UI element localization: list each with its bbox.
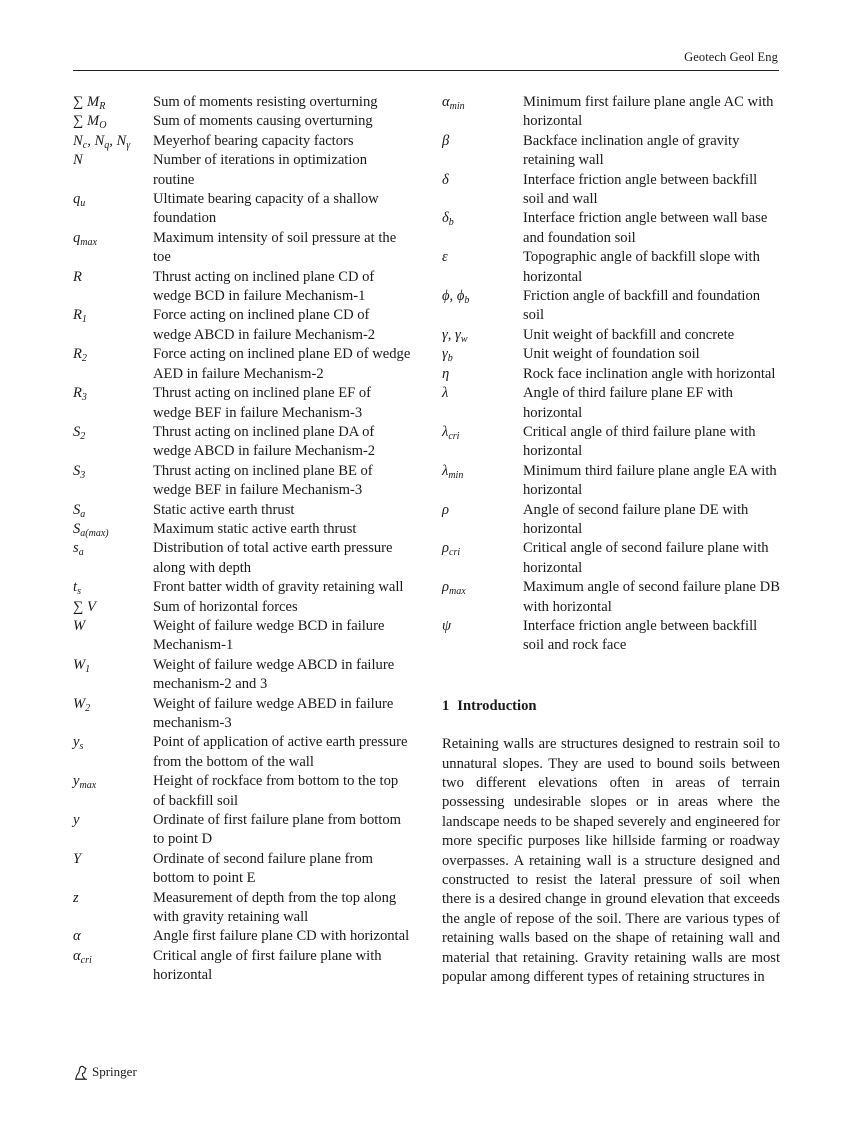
nomenclature-right: [442, 93, 780, 656]
symbol: R: [73, 268, 82, 285]
symbol-definition: Maximum intensity of soil pressure at the toe: [153, 229, 397, 266]
symbol: $R_3$: [73, 385, 87, 404]
nomenclature-row: [73, 229, 411, 268]
symbol-definition: Topographic angle of backfill slope with horizontal: [523, 249, 760, 285]
symbol-definition: Ultimate bearing capacity of a shallow foundation: [153, 191, 379, 227]
nomenclature-row: [73, 423, 411, 462]
symbol-definition: Thrust acting on inclined plane DA of wedge ABCD in failure Mechanism-2: [153, 423, 376, 460]
nomenclature-row: [442, 326, 780, 345]
symbol: $t_s$: [73, 579, 81, 598]
symbol: $\lambda_{cri}$: [442, 423, 460, 442]
symbol: Y: [73, 850, 82, 867]
nomenclature-row: [73, 733, 411, 772]
nomenclature-row: [73, 772, 411, 811]
symbol-definition: Angle first failure plane CD with horizontal: [153, 928, 410, 945]
symbol-definition: Front batter width of gravity retaining wall: [153, 579, 404, 596]
symbol-definition: Point of application of active earth pressure from the bottom of the wall: [153, 734, 408, 770]
symbol: $\lambda_{min}$: [442, 462, 464, 481]
intro-paragraph: Retaining walls are structures designed to restrain soil to unnatural slopes. They are used to bound soils between two different elevations often in areas of terrain possessing undesirable slopes or in areas where the landscape needs to be shaped severely and engineered for more specific purposes like hillside farming or roadway overpasses. A retaining wall is a structure designed and constructed to resist the lateral pressure of soil when there is a desired change in ground elevation that exceeds the angle of repose of the soil. There are various types of retaining walls based on the shape of retaining wall and material that retaining. Gravity retaining walls are most popular among different types of retaining structures in: [442, 736, 780, 986]
symbol-definition: Maximum angle of second failure plane DB with horizontal: [523, 579, 780, 615]
symbol: $W_1$: [73, 656, 91, 675]
symbol: $R_1$: [73, 307, 87, 326]
nomenclature-row: [442, 423, 780, 462]
symbol-definition: Angle of third failure plane EF with horizontal: [523, 385, 733, 421]
nomenclature-row: [73, 947, 411, 986]
nomenclature-row: [73, 927, 411, 946]
symbol: $S_2$: [73, 423, 86, 442]
nomenclature-row: [73, 578, 411, 597]
symbol-list-left: [73, 93, 411, 986]
publisher-name: Springer: [92, 1064, 137, 1079]
springer-horse-icon: [73, 1065, 89, 1080]
nomenclature-row: [442, 384, 780, 423]
symbol-definition: Backface inclination angle of gravity retaining wall: [523, 132, 740, 169]
symbol-definition: Sum of moments resisting overturning: [153, 94, 378, 110]
symbol: $\rho_{cri}$: [442, 540, 461, 559]
nomenclature-row: [442, 171, 780, 210]
symbol: $N_c$, $N_q$, $N_\gamma$: [73, 132, 131, 151]
symbol-definition: Critical angle of second failure plane with horizontal: [523, 540, 769, 576]
symbol-definition: Unit weight of foundation soil: [523, 346, 700, 363]
nomenclature-left: [73, 93, 411, 986]
symbol-definition: Ordinate of second failure plane from bottom to point E: [153, 850, 374, 887]
symbol-definition: Critical angle of third failure plane with horizontal: [523, 423, 756, 460]
nomenclature-row: [442, 345, 780, 364]
nomenclature-row: [73, 112, 411, 131]
symbol-definition: Thrust acting on inclined plane CD of wedge BCD in failure Mechanism-1: [153, 268, 375, 305]
symbol-definition: Minimum first failure plane angle AC with horizontal: [523, 94, 774, 130]
symbol: $\alpha_{min}$: [442, 94, 465, 112]
symbol: ε: [442, 249, 448, 266]
symbol: N: [73, 152, 83, 169]
nomenclature-row: [73, 268, 411, 307]
symbol-definition: Rock face inclination angle with horizontal: [523, 365, 776, 382]
symbol-definition: Maximum static active earth thrust: [153, 520, 357, 537]
symbol: y: [73, 812, 80, 829]
symbol-definition: Interface friction angle between wall base and foundation soil: [523, 210, 768, 246]
nomenclature-row: [442, 93, 780, 132]
nomenclature-row: [442, 539, 780, 578]
symbol-definition: Angle of second failure plane DE with horizontal: [523, 501, 749, 537]
nomenclature-row: [73, 539, 411, 578]
nomenclature-row: [73, 345, 411, 384]
symbol: δ: [442, 171, 449, 188]
symbol-definition: Sum of moments causing overturning: [153, 113, 373, 130]
nomenclature-row: [73, 850, 411, 889]
symbol-definition: Interface friction angle between backfill soil and rock face: [523, 617, 758, 654]
symbol-definition: Weight of failure wedge BCD in failure Mechanism-1: [153, 617, 385, 654]
symbol-definition: Force acting on inclined plane CD of wedge ABCD in failure Mechanism-2: [153, 307, 376, 343]
symbol: ρ: [442, 501, 450, 518]
symbol-definition: Thrust acting on inclined plane BE of wedge BEF in failure Mechanism-3: [153, 462, 373, 499]
nomenclature-row: [442, 578, 780, 617]
symbol-definition: Sum of horizontal forces: [153, 598, 298, 615]
nomenclature-row: [73, 306, 411, 345]
symbol-list-right: [442, 93, 780, 987]
symbol: η: [442, 365, 450, 382]
symbol-definition: Friction angle of backfill and foundation soil: [523, 288, 761, 324]
nomenclature-row: [73, 617, 411, 656]
symbol-definition: Interface friction angle between backfill soil and wall: [523, 171, 758, 208]
symbol-definition: Critical angle of first failure plane with horizontal: [153, 947, 382, 984]
nomenclature-row: [73, 384, 411, 423]
symbol: β: [442, 132, 450, 149]
symbol-definition: Distribution of total active earth pressure along with depth: [153, 540, 393, 576]
symbol: $\delta_b$: [442, 210, 454, 229]
symbol: $y_{max}$: [73, 773, 97, 792]
header-rule: [73, 70, 779, 71]
nomenclature-row: [442, 209, 780, 248]
symbol: γ, $\gamma_w$: [442, 326, 468, 345]
symbol: $y_s$: [73, 734, 84, 753]
symbol: λ: [442, 385, 449, 402]
nomenclature-row: [73, 132, 411, 151]
symbol-definition: Unit weight of backfill and concrete: [523, 326, 735, 343]
nomenclature-row: [442, 617, 780, 656]
section-number: 1: [442, 697, 450, 714]
symbol: $\rho_{max}$: [442, 579, 466, 598]
symbol: $S_a$: [73, 501, 86, 520]
nomenclature-row: [442, 462, 780, 501]
symbol: $W_2$: [73, 695, 91, 714]
nomenclature-row: [73, 811, 411, 850]
nomenclature-row: [73, 520, 411, 539]
symbol-definition: Weight of failure wedge ABCD in failure mechanism-2 and 3: [153, 656, 395, 693]
section-title: Introduction: [457, 697, 537, 714]
symbol-definition: Meyerhof bearing capacity factors: [153, 132, 354, 149]
symbol-definition: Ordinate of first failure plane from bottom to point D: [153, 812, 402, 848]
nomenclature-row: [73, 190, 411, 229]
symbol: ∑ V: [73, 598, 96, 615]
nomenclature-row: [73, 598, 411, 617]
symbol: $q_u$: [73, 191, 86, 210]
symbol: $q_{max}$: [73, 229, 97, 248]
symbol: $S_{a(max)}$: [73, 520, 109, 539]
nomenclature-row: [73, 656, 411, 695]
symbol: $s_a$: [73, 540, 84, 559]
symbol-definition: Force acting on inclined plane ED of wedge AED in failure Mechanism-2: [153, 346, 411, 382]
nomenclature-row: [442, 365, 780, 384]
symbol-definition: Weight of failure wedge ABED in failure mechanism-3: [153, 695, 394, 731]
nomenclature-row: [73, 889, 411, 928]
symbol: W: [73, 617, 86, 634]
nomenclature-row: [73, 462, 411, 501]
running-header: Geotech Geol Eng: [684, 50, 778, 64]
symbol: ψ: [442, 617, 452, 634]
symbol: ∑ $M_O$: [73, 113, 107, 132]
symbol-definition: Static active earth thrust: [153, 501, 295, 518]
symbol-definition: Height of rockface from bottom to the top of backfill soil: [153, 773, 399, 809]
footer: [73, 1064, 137, 1080]
symbol: $\alpha_{cri}$: [73, 947, 92, 966]
nomenclature-row: [73, 695, 411, 734]
symbol: $R_2$: [73, 346, 87, 365]
symbol-definition: Thrust acting on inclined plane EF of wedge BEF in failure Mechanism-3: [153, 385, 372, 421]
symbol: $S_3$: [73, 462, 86, 481]
symbol: $\gamma_b$: [442, 346, 453, 365]
nomenclature-row: [442, 248, 780, 287]
symbol-definition: Measurement of depth from the top along with gravity retaining wall: [153, 889, 397, 926]
symbol-definition: Minimum third failure plane angle EA with horizontal: [523, 462, 777, 499]
nomenclature-row: [442, 501, 780, 540]
section-heading: [442, 697, 780, 716]
nomenclature-row: [442, 132, 780, 171]
symbol: ϕ, $\phi_b$: [442, 288, 470, 307]
nomenclature-row: [73, 151, 411, 190]
symbol-definition: Number of iterations in optimization routine: [153, 152, 367, 188]
symbol: α: [73, 928, 81, 945]
symbol: z: [73, 889, 79, 906]
nomenclature-row: [442, 287, 780, 326]
nomenclature-row: [73, 501, 411, 520]
nomenclature-row: [73, 93, 411, 112]
symbol: ∑ $M_R$: [73, 94, 106, 112]
